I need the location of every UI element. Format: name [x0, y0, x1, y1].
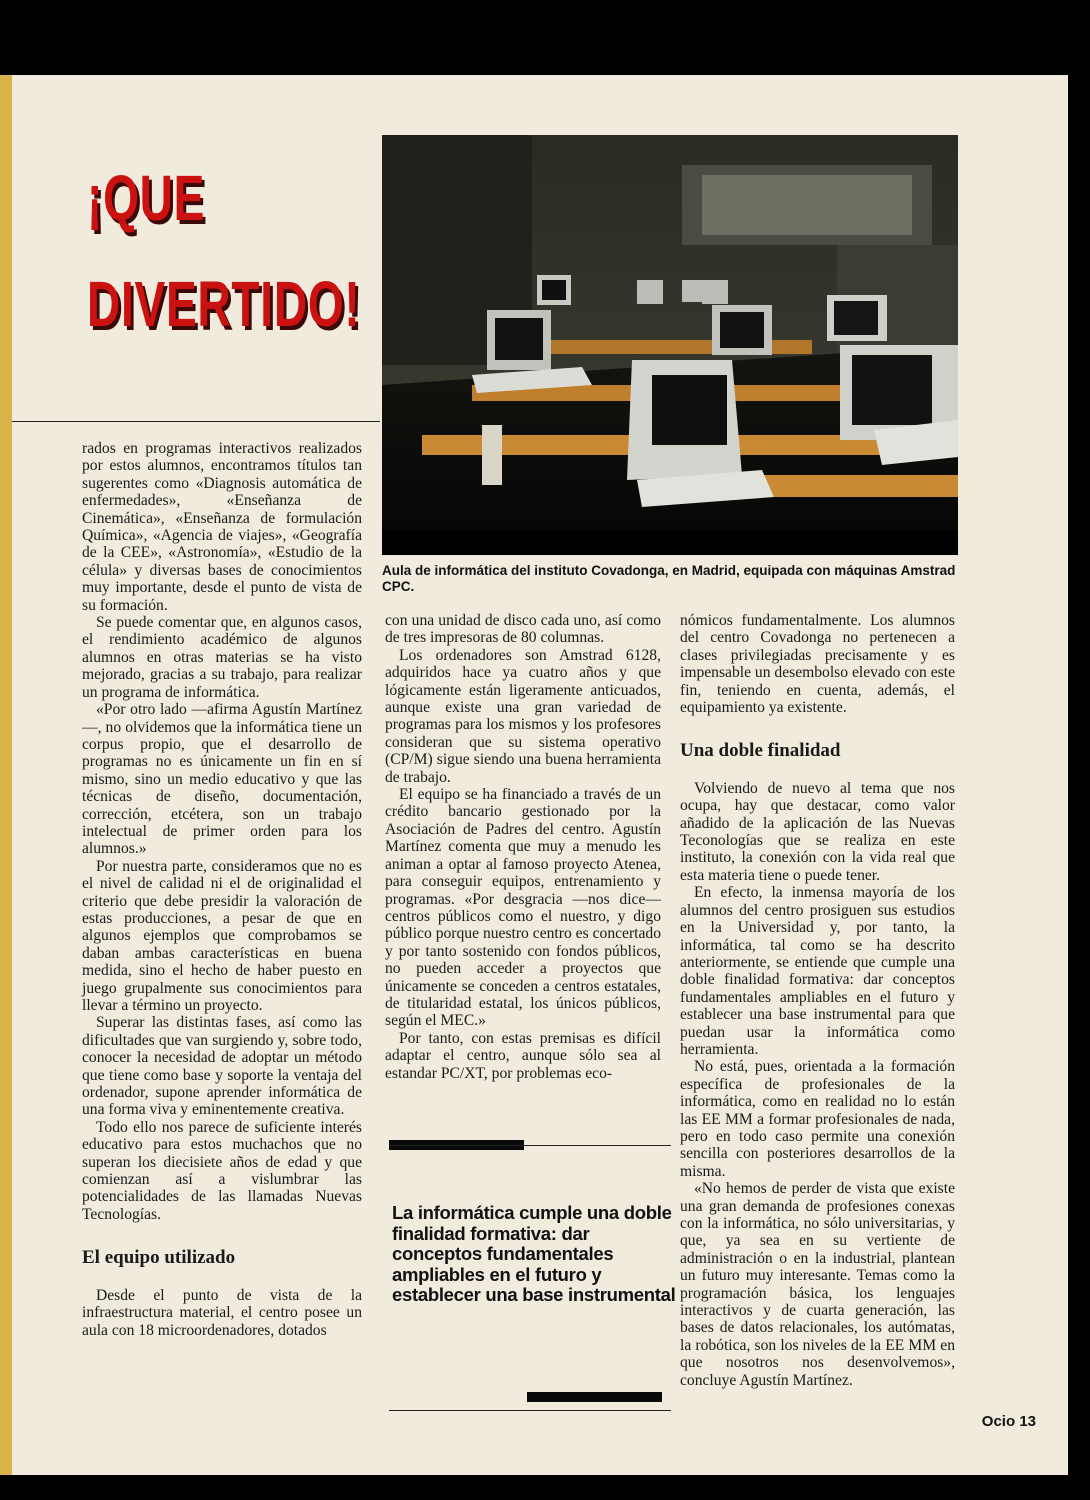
pullquote: La informática cumple una doble finalidad formativa: dar conceptos fundamentales ampliables en el futuro y establecer una base instrumental [392, 1202, 676, 1305]
section-heading-finalidad: Una doble finalidad [680, 740, 841, 762]
body-paragraph: Volviendo de nuevo al tema que nos ocupa, hay que destacar, como valor añadido de la aplicación de las Nuevas Teconologías que se realiza en este instituto, la conexión con la vida real que esta materia tiene o puede tener. [680, 779, 955, 884]
body-paragraph: Los ordenadores son Amstrad 6128, adquiridos hace ya cuatro años y que lógicamente están ligeramente anticuados, aunque existe una gran variedad de programas para los mismos y los profesores consideran que su sistema operativo (CP/M) sigue siendo una buena herramienta de trabajo. [385, 646, 661, 786]
body-paragraph: «No hemos de perder de vista que existe una gran demanda de profesiones conexas con la informática, no sólo universitarias, y que, ya sea en su vertiente de administración o en la industrial, plantean un futuro muy interesante. Temas como la programación básica, los lenguajes interactivos y de cuarta generación, las bases de datos relacionales, los autómatas, la robótica, son los niveles de la EE MM en que nosotros nos desenvolvemos», concluye Agustín Martínez. [680, 1180, 955, 1389]
body-paragraph: nómicos fundamentalmente. Los alumnos del centro Covadonga no pertenecen a clases privilegiadas precisamente y es impensable un desembolso elevado con este fin, teniendo en cuenta, además, el equipamiento ya existente. [680, 612, 955, 717]
article-column-2 [385, 612, 661, 1082]
body-paragraph: Superar las distintas fases, así como las dificultades que van surgiendo y, sobre todo, conocer la necesidad de adoptar un método que tiene como base y soporte la ventaja del ordenador, supone aprender informática de una forma viva y eminentemente creativa. [82, 1014, 362, 1119]
body-paragraph: «Por otro lado —afirma Agustín Martínez—, no olvidemos que la informática tiene un corpus propio, que el desarrollo de programas no es únicamente un fin en sí mismo, sino un medio educativo y que las técnicas de diseño, documentación, corrección, etcétera, son un trabajo intelectual de primer orden para los alumnos.» [82, 701, 362, 858]
body-paragraph: Se puede comentar que, en algunos casos, el rendimiento académico de algunos alumnos en otras materias se ha visto mejorado, gracias a su trabajo, para realizar un programa de informática. [82, 614, 362, 701]
body-paragraph: rados en programas interactivos realizados por estos alumnos, encontramos títulos tan sugerentes como «Diagnosis automática de enfermedades», «Enseñanza de Cinemática», «Enseñanza de formulación Química», «Agencia de viajes», «Geografía de la CEE», «Astronomía», «Estudio de la célula» y diversas bases de conocimientos muy importante, desde el punto de vista de su formación. [82, 440, 362, 614]
pullquote-bottom-rule [389, 1410, 671, 1411]
page-title [87, 145, 360, 357]
pullquote-bottom-bar [527, 1392, 662, 1402]
body-paragraph: El equipo se ha financiado a través de un crédito bancario gestionado por la Asociación de Padres del centro. Agustín Martínez comenta que muy a menudo les animan a optar al famoso proyecto Atenea, para conseguir equipos, entrenamiento y programas. «Por desgracia —nos dice— centros públicos como el nuestro, y digo público porque nuestro centro es concertado y por tanto sostenido con fondos públicos, no pueden acceder a proyectos que únicamente se conceden a centros estatales, de titularidad estatal, los únicos públicos, según el MEC.» [385, 786, 661, 1030]
previous-page-edge [0, 75, 12, 1475]
pullquote-top-rule [389, 1145, 671, 1146]
body-paragraph: En efecto, la inmensa mayoría de los alumnos del centro prosiguen sus estudios en la Universidad y, por tanto, la informática, tal como se ha descrito anteriormente, se entiende que cumple una doble finalidad formativa: dar conceptos fundamentales ampliables en el futuro y establecer una base instrumental para que puedan usar la informática como herramienta. [680, 884, 955, 1058]
title-line-2: DIVERTIDO! [87, 268, 361, 340]
body-paragraph: Todo ello nos parece de suficiente interés educativo para estos muchachos que no superan los diecisiete años de edad y que comienzan así a vislumbrar las potencialidades de las llamadas Nuevas Tecnologías. [82, 1118, 362, 1223]
article-column-1 [82, 440, 362, 1339]
body-paragraph: Por tanto, con estas premisas es difícil adaptar el centro, aunque sólo sea al estandar PC/XT, por problemas eco- [385, 1029, 661, 1082]
section-heading-equipo: El equipo utilizado [82, 1247, 236, 1269]
page-folio [982, 1413, 1036, 1430]
folio-label: Ocio [981, 1413, 1016, 1430]
title-rule [12, 421, 380, 422]
magazine-page [12, 75, 1068, 1475]
classroom-photo-image [382, 135, 958, 555]
body-paragraph: No está, pues, orientada a la formación específica de profesionales de la informática, como en realidad no lo están las EE MM a formar profesionales de nada, pero en todo caso permite una conexión sencilla con posteriores desarrollos de la misma. [680, 1058, 955, 1180]
photo-caption: Aula de informática del instituto Covadonga, en Madrid, equipada con máquinas Amstrad CPC. [382, 563, 956, 594]
page-number: 13 [1019, 1413, 1036, 1430]
body-paragraph: Por nuestra parte, consideramos que no es el nivel de calidad ni el de originalidad el criterio que debe presidir la valoración de estas producciones, a pesar de que en algunos ejemplos que comprobamos se daban ambas características en buena medida, sino el hecho de haber puesto en juego grupalmente sus conocimientos para llevar a término un proyecto. [82, 857, 362, 1014]
article-column-3 [680, 612, 955, 1389]
body-paragraph: con una unidad de disco cada uno, así como de tres impresoras de 80 columnas. [385, 612, 661, 647]
classroom-photo [382, 135, 958, 555]
body-paragraph: Desde el punto de vista de la infraestructura material, el centro posee un aula con 18 microordenadores, dotados [82, 1286, 362, 1339]
title-line-1: ¡QUE [87, 162, 206, 234]
